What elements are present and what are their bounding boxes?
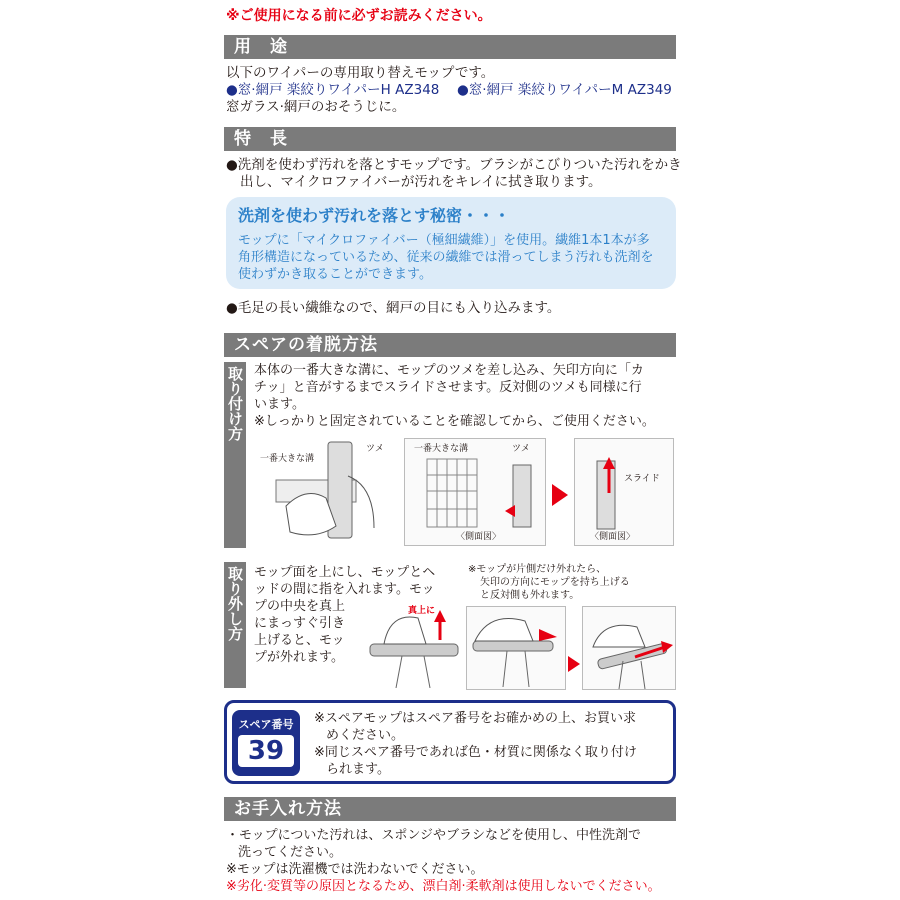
attach-line2: チッ」と音がするまでスライドさせます。反対側のツメも同様に行 <box>254 380 642 395</box>
care-line4: ※劣化·変質等の原因となるため、漂白剤·柔軟剤は使用しないでください。 <box>226 879 661 894</box>
secret-line2: 角形構造になっているため、従来の繊維では滑ってしまう汚れも洗剤を <box>238 250 654 265</box>
spare-note4: られます。 <box>326 762 390 777</box>
secret-line1: モップに「マイクロファイバー（極細繊維）」を使用。繊維1本1本が多 <box>238 233 650 248</box>
fig-claw2-label: ツメ <box>512 444 530 454</box>
attach-figure-slide <box>574 438 674 546</box>
features-header: 特 長 <box>224 127 676 151</box>
remove-figure-lift <box>466 606 566 690</box>
care-header: お手入れ方法 <box>224 797 676 821</box>
remove-off-illustration <box>583 607 675 689</box>
remove-line2: ッドの間に指を入れます。モッ <box>254 582 435 597</box>
remove-line1: モップ面を上にし、モップとヘ <box>254 565 436 580</box>
remove-line5: 上げると、モッ <box>254 633 345 648</box>
attach-line4: ※しっかりと固定されていることを確認してから、ご使用ください。 <box>254 414 655 429</box>
remove-label-bar <box>224 562 246 688</box>
attach-label: 取り付け方 <box>226 366 244 441</box>
arrow-right-icon-2 <box>568 656 580 672</box>
fig-side2-label: 〈側面図〉 <box>590 532 636 542</box>
remove-label: 取り外し方 <box>226 566 244 641</box>
spare-note2: めください。 <box>326 728 405 743</box>
spare-number-badge <box>232 710 300 776</box>
features-line3: ●毛足の長い繊維なので、網戸の目にも入り込みます。 <box>226 300 561 316</box>
remove-lift-illustration <box>467 607 565 689</box>
features-line1: ●洗剤を使わず汚れを落とすモップです。ブラシがこびりついた汚れをかき <box>226 157 682 173</box>
remove-note3: と反対側も外れます。 <box>480 590 580 601</box>
care-line2: 洗ってください。 <box>238 845 343 860</box>
spare-badge-number: 39 <box>238 735 294 767</box>
secret-line3: 使わずかき取ることができます。 <box>238 267 432 282</box>
spare-note1: ※スペアモップはスペア番号をお確かめの上、お買い求 <box>314 711 636 726</box>
usage-line1: 以下のワイパーの専用取り替えモップです。 <box>226 65 495 81</box>
attach-slide-illustration <box>575 439 673 545</box>
care-line1: ・モップについた汚れは、スポンジやブラシなどを使用し、中性洗剤で <box>226 828 642 843</box>
usage-line3: 窓ガラス·網戸のおそうじに。 <box>226 99 406 115</box>
usage-item1: ●窓·網戸 楽絞りワイパーH AZ348 <box>226 82 440 98</box>
fig-side1-label: 〈側面図〉 <box>456 532 502 542</box>
fig-claw-label: ツメ <box>366 444 384 454</box>
spare-header: スペアの着脱方法 <box>224 333 676 357</box>
fig-groove-label: 一番大きな溝 <box>260 454 315 464</box>
usage-header: 用 途 <box>224 35 676 59</box>
care-line3: ※モップは洗濯機では洗わないでください。 <box>226 862 484 877</box>
fig-slide-label: スライド <box>624 474 660 484</box>
notice-top: ※ご使用になる前に必ずお読みください。 <box>226 8 492 24</box>
remove-line3: プの中央を真上 <box>254 599 346 614</box>
secret-title: 洗剤を使わず汚れを落とす秘密・・・ <box>238 206 511 225</box>
remove-line6: プが外れます。 <box>254 650 344 665</box>
spare-badge-label: スペア番号 <box>238 718 294 731</box>
fig-straight-up-label: 真上に <box>408 606 436 616</box>
attach-label-bar <box>224 362 246 548</box>
remove-line4: にまっすぐ引き <box>254 616 346 631</box>
arrow-right-icon <box>552 484 568 506</box>
remove-note2: 矢印の方向にモップを持ち上げる <box>480 577 630 588</box>
spare-note3: ※同じスペア番号であれば色・材質に関係なく取り付け <box>314 745 637 760</box>
attach-line1: 本体の一番大きな溝に、モップのツメを差し込み、矢印方向に「カ <box>254 363 644 378</box>
attach-line3: います。 <box>254 397 305 412</box>
usage-item2: ●窓·網戸 楽絞りワイパーM AZ349 <box>457 82 672 98</box>
remove-figure-off <box>582 606 676 690</box>
fig-groove2-label: 一番大きな溝 <box>414 444 469 454</box>
features-line2: 出し、マイクロファイバーが汚れをキレイに拭き取ります。 <box>240 174 602 190</box>
remove-note1: ※モップが片側だけ外れたら、 <box>468 564 607 575</box>
